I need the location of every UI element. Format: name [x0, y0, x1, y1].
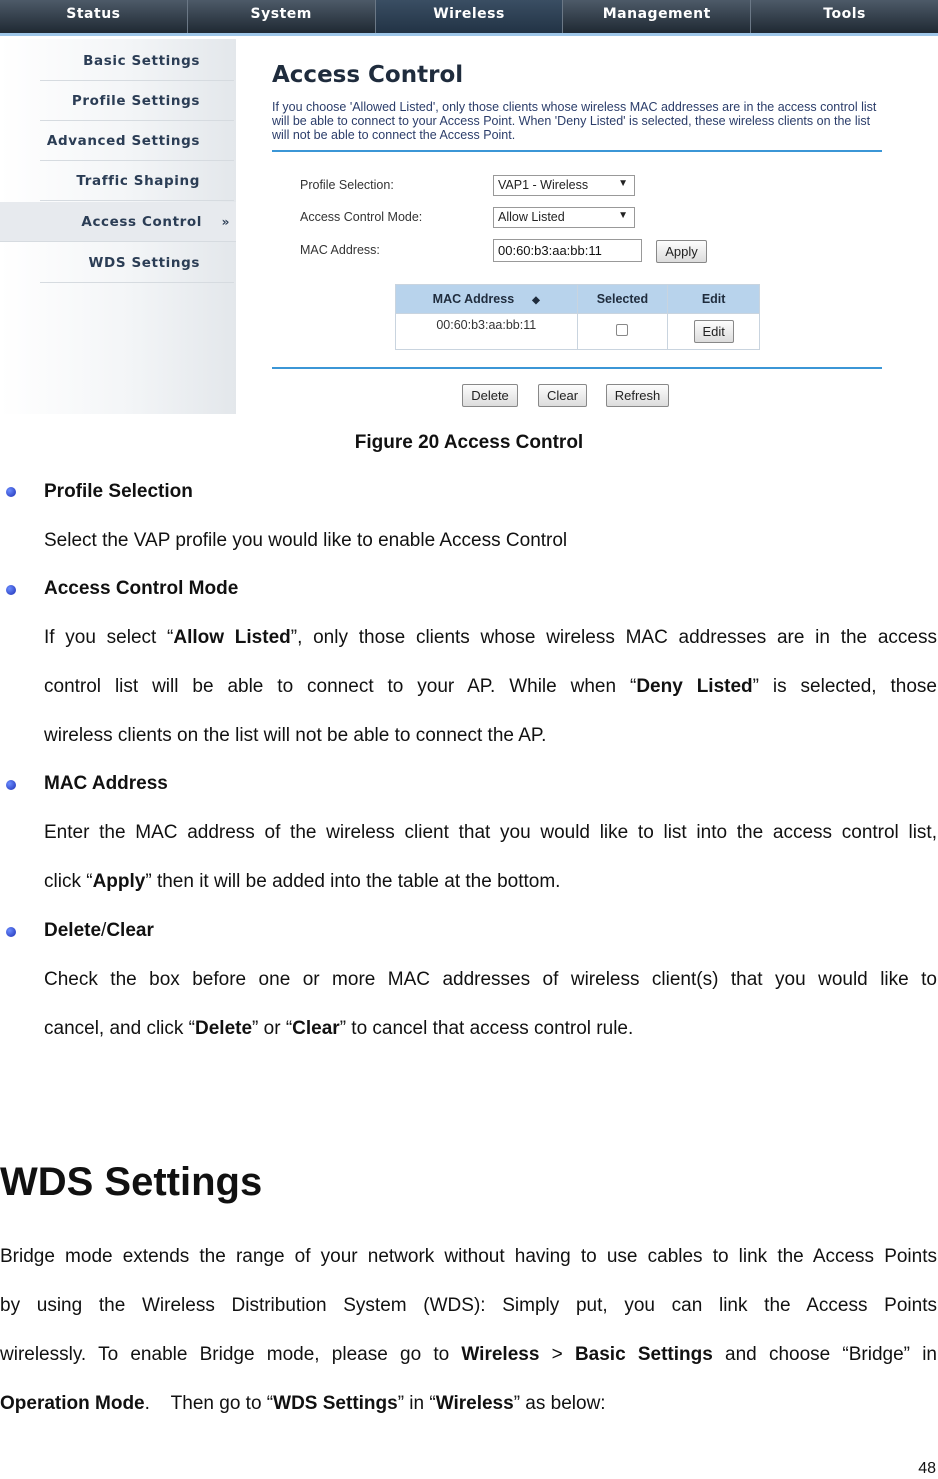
- delete-button[interactable]: Delete: [462, 384, 518, 407]
- figure-caption: Figure 20 Access Control: [354, 432, 584, 453]
- bullet-icon: [6, 585, 16, 595]
- access-control-panel: [272, 62, 884, 142]
- panel-description: If you choose 'Allowed Listed', only those clients whose wireless MAC addresses are in the access control list will be able to connect to your Access Point. When 'Deny Listed' is selected, these wireless clients on the list will not be able to connect the Access Point.: [272, 100, 877, 142]
- bullet-icon: [6, 780, 16, 790]
- table-row: [396, 314, 760, 350]
- sort-icon[interactable]: ◆: [532, 295, 540, 306]
- tab-status[interactable]: Status: [0, 0, 188, 33]
- access-control-mode-select[interactable]: [493, 207, 635, 228]
- item-heading-profile-selection: Profile Selection: [44, 481, 193, 502]
- sidebar-item-label: Profile Settings: [71, 92, 200, 109]
- paragraph-line: Select the VAP profile you would like to enable Access Control: [44, 530, 568, 551]
- item-heading-delete-clear: Delete/Clear: [44, 920, 154, 941]
- sidebar-item-basic-settings[interactable]: [40, 41, 234, 81]
- profile-selection-value: VAP1 - Wireless: [498, 178, 589, 192]
- column-header-mac-address[interactable]: MAC Address ◆: [396, 285, 578, 314]
- sidebar: [0, 39, 236, 414]
- sidebar-item-label: Traffic Shaping: [76, 172, 200, 189]
- access-control-mode-label: Access Control Mode:: [300, 210, 423, 224]
- profile-selection-select[interactable]: [493, 175, 635, 196]
- item-heading-mac-address: MAC Address: [44, 773, 168, 794]
- mac-address-table: [395, 284, 760, 350]
- sidebar-item-label: Basic Settings: [83, 52, 200, 69]
- double-chevron-right-icon: »: [221, 214, 230, 229]
- access-control-screenshot: [0, 0, 938, 414]
- dropdown-arrow-icon: ▼: [618, 178, 628, 189]
- sidebar-item-access-control[interactable]: [0, 202, 236, 242]
- sidebar-item-label: WDS Settings: [88, 254, 200, 271]
- tab-wireless[interactable]: Wireless: [376, 0, 564, 33]
- tab-tools[interactable]: Tools: [823, 6, 866, 22]
- select-checkbox[interactable]: [616, 324, 628, 336]
- column-header-edit: Edit: [668, 285, 760, 314]
- sidebar-item-advanced-settings[interactable]: [40, 121, 234, 161]
- bullet-icon: [6, 487, 16, 497]
- mac-address-cell: 00:60:b3:aa:bb:11: [396, 314, 578, 350]
- sidebar-item-label: Advanced Settings: [46, 132, 200, 149]
- page-number: 48: [918, 1460, 936, 1477]
- column-header-selected: Selected: [577, 285, 668, 314]
- access-control-mode-value: Allow Listed: [498, 210, 565, 224]
- item-body-profile-selection: [44, 516, 937, 565]
- edit-cell: [668, 314, 760, 350]
- mac-address-label: MAC Address:: [300, 243, 380, 257]
- profile-selection-label: Profile Selection:: [300, 178, 394, 192]
- tab-system[interactable]: System: [188, 0, 376, 33]
- item-body-mac-address: Enter the MAC address of the wireless client that you would like to list into the access control list, click “Apply” then it will be added into the table at the bottom.: [44, 822, 937, 892]
- sidebar-item-profile-settings[interactable]: [40, 81, 234, 121]
- sidebar-item-wds-settings[interactable]: [40, 243, 234, 283]
- divider: [272, 150, 882, 152]
- selected-cell: [577, 314, 668, 350]
- refresh-button[interactable]: Refresh: [606, 384, 669, 407]
- mac-address-input[interactable]: 00:60:b3:aa:bb:11: [493, 239, 642, 262]
- bullet-icon: [6, 927, 16, 937]
- item-body-access-control-mode: If you select “Allow Listed”, only those clients whose wireless MAC addresses are in the access control list will be able to connect to your AP. While when “Deny Listed” is selected, those wireless clients on the list will not be able to connect the AP.: [44, 627, 937, 746]
- sidebar-item-label: Access Control: [81, 213, 202, 230]
- edit-button[interactable]: Edit: [694, 320, 734, 343]
- item-heading-access-control-mode: Access Control Mode: [44, 578, 239, 599]
- clear-button[interactable]: Clear: [538, 384, 587, 407]
- tab-management[interactable]: Management: [563, 0, 751, 33]
- wds-intro-paragraph: Bridge mode extends the range of your network without having to use cables to link the Access Points by using the Wireless Distribution System (WDS): Simply put, you can link the Access Points wirelessly. To enable Bridge mode, please go to Wireless > Basic Settings and choose “Bridge” in Operation Mode. Then go to “WDS Settings” in “Wireless” as below:: [0, 1246, 938, 1414]
- panel-title: Access Control: [272, 62, 464, 88]
- section-title: WDS Settings: [0, 1160, 263, 1204]
- dropdown-arrow-icon: ▼: [618, 210, 628, 221]
- apply-button[interactable]: Apply: [656, 240, 707, 263]
- divider: [272, 367, 882, 369]
- item-body-delete-clear: Check the box before one or more MAC addresses of wireless client(s) that you would like to cancel, and click “Delete” or “Clear” to cancel that access control rule.: [44, 969, 937, 1039]
- top-navigation: [0, 0, 938, 36]
- sidebar-item-traffic-shaping[interactable]: [40, 161, 234, 201]
